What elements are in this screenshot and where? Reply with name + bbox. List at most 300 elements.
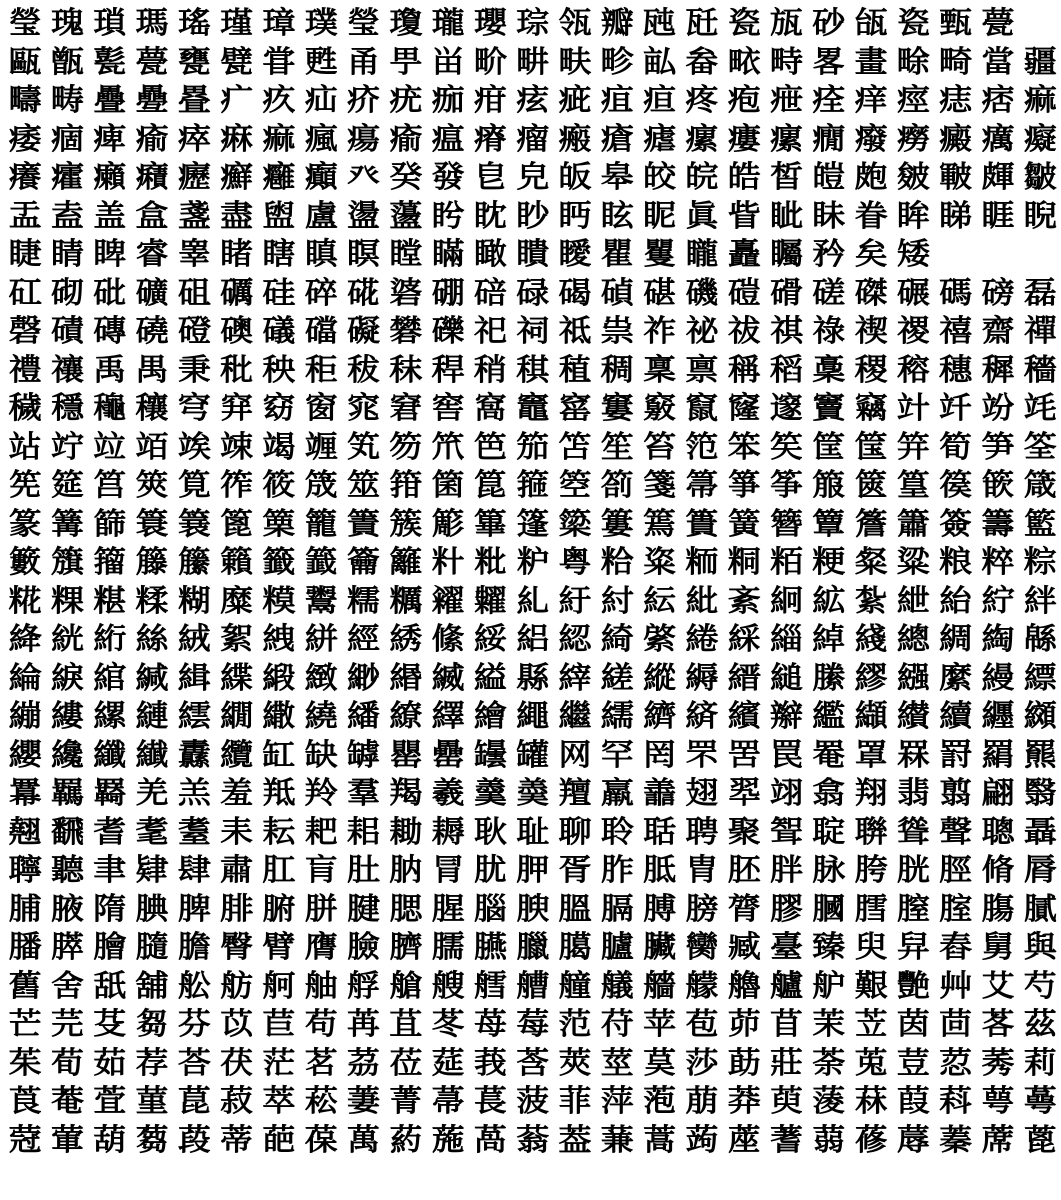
glyph: 聚 [727,812,761,849]
glyph: 疳 [473,81,507,118]
glyph: 畸 [939,42,973,79]
glyph: 菴 [50,1082,84,1119]
glyph: 癢 [8,158,42,195]
glyph: 笄 [896,427,930,464]
glyph: 羃 [8,774,42,811]
glyph: 籬 [389,543,423,580]
glyph: 茉 [812,1005,846,1042]
glyph: 瘟 [431,119,465,156]
glyph: 筰 [220,466,254,503]
glyph: 繼 [558,697,592,734]
glyph: 聨 [854,812,888,849]
glyph: 箟 [473,466,507,503]
glyph: 飜 [50,812,84,849]
glyph: 簣 [685,504,719,541]
glyph: 臘 [516,928,550,965]
glyph: 篥 [262,504,296,541]
glyph: 齋 [981,312,1015,349]
glyph: 縒 [600,658,634,695]
glyph: 翩 [981,774,1015,811]
glyph: 碣 [558,273,592,310]
glyph: 繙 [347,697,381,734]
glyph-row [4,427,1057,466]
glyph: 窕 [347,389,381,426]
glyph: 胛 [516,851,550,888]
glyph: 荼 [812,1043,846,1080]
glyph: 膕 [812,889,846,926]
glyph: 禮 [8,350,42,387]
glyph: 眩 [600,196,634,233]
glyph: 瑰 [50,4,84,41]
glyph: 痞 [981,81,1015,118]
glyph: 蒹 [600,1120,634,1157]
glyph: 禺 [135,350,169,387]
glyph: 舐 [93,966,127,1003]
glyph: 穹 [177,389,211,426]
glyph: 箍 [516,466,550,503]
glyph: 罎 [473,735,507,772]
glyph: 痼 [50,119,84,156]
glyph: 瘡 [600,119,634,156]
glyph: 緘 [135,658,169,695]
glyph: 纖 [93,735,127,772]
glyph: 矣 [854,235,888,272]
glyph: 璋 [262,4,296,41]
glyph: 甦 [304,42,338,79]
glyph: 聳 [896,812,930,849]
glyph: 羯 [389,774,423,811]
glyph: 睫 [8,235,42,272]
glyph: 臙 [473,928,507,965]
glyph: 萸 [769,1082,803,1119]
glyph-row [4,3,1015,42]
glyph: 腑 [262,889,296,926]
glyph: 粱 [896,543,930,580]
glyph: 茵 [896,1005,930,1042]
glyph: 耡 [389,812,423,849]
glyph: 繿 [812,697,846,734]
glyph: 聰 [981,812,1015,849]
glyph: 疒 [220,81,254,118]
glyph: 罨 [812,735,846,772]
glyph: 罐 [516,735,550,772]
glyph: 莓 [516,1005,550,1042]
glyph: 胝 [643,851,677,888]
glyph: 聶 [1023,812,1057,849]
glyph: 疚 [262,81,296,118]
glyph: 臍 [389,928,423,965]
glyph: 矼 [8,273,42,310]
glyph-row [4,658,1057,697]
glyph: 糺 [516,581,550,618]
glyph: 芍 [1023,966,1057,1003]
glyph: 笏 [389,427,423,464]
glyph: 疵 [558,81,592,118]
glyph: 胙 [600,851,634,888]
glyph: 竄 [685,389,719,426]
glyph: 磚 [93,312,127,349]
glyph: 罍 [431,735,465,772]
glyph: 葫 [93,1120,127,1157]
glyph: 簓 [431,504,465,541]
glyph: 罸 [939,735,973,772]
glyph: 簟 [812,504,846,541]
glyph: 畉 [558,42,592,79]
glyph: 莟 [516,1043,550,1080]
glyph: 疣 [389,81,423,118]
glyph: 紵 [981,581,1015,618]
glyph: 蔆 [812,1082,846,1119]
glyph: 繚 [389,697,423,734]
glyph: 痙 [896,81,930,118]
glyph: 菲 [558,1082,592,1119]
glyph: 禪 [1023,312,1057,349]
glyph: 萬 [347,1120,381,1157]
glyph: 纜 [220,735,254,772]
glyph: 耄 [135,812,169,849]
glyph: 腥 [431,889,465,926]
glyph: 皖 [685,158,719,195]
glyph: 肬 [473,851,507,888]
glyph: 膀 [685,889,719,926]
glyph: 箝 [389,466,423,503]
glyph: 翡 [896,774,930,811]
glyph: 苺 [473,1005,507,1042]
glyph: 硼 [431,273,465,310]
glyph: 罔 [643,735,677,772]
glyph: 舩 [177,966,211,1003]
glyph: 箏 [727,466,761,503]
glyph: 菠 [516,1082,550,1119]
glyph: 盧 [304,196,338,233]
glyph: 痳 [220,119,254,156]
glyph: 芟 [93,1005,127,1042]
glyph: 畴 [50,81,84,118]
glyph: 綫 [854,620,888,657]
glyph: 蒟 [685,1120,719,1157]
glyph: 繝 [220,697,254,734]
glyph: 畧 [812,42,846,79]
glyph: 箘 [431,466,465,503]
glyph: 筍 [939,427,973,464]
glyph: 艚 [516,966,550,1003]
glyph: 膣 [896,889,930,926]
glyph: 綏 [473,620,507,657]
glyph: 粿 [50,581,84,618]
glyph: 艸 [939,966,973,1003]
glyph: 稘 [516,350,550,387]
glyph: 筝 [769,466,803,503]
glyph: 罅 [347,735,381,772]
glyph: 眄 [558,196,592,233]
glyph: 舫 [220,966,254,1003]
glyph: 笊 [431,427,465,464]
glyph: 舖 [135,966,169,1003]
glyph: 禊 [854,312,888,349]
glyph: 皺 [1023,158,1057,195]
glyph: 縉 [727,658,761,695]
glyph: 碆 [389,273,423,310]
glyph: 臉 [347,928,381,965]
glyph: 痒 [854,81,888,118]
glyph: 粲 [854,543,888,580]
glyph: 筵 [50,466,84,503]
glyph: 碪 [643,273,677,310]
glyph: 皚 [812,158,846,195]
glyph: 疥 [347,81,381,118]
glyph: 癬 [220,158,254,195]
glyph: 甕 [177,42,211,79]
glyph: 窗 [304,389,338,426]
glyph: 瘻 [727,119,761,156]
glyph: 篌 [939,466,973,503]
glyph: 粮 [939,543,973,580]
glyph: 糜 [220,581,254,618]
glyph: 當 [981,42,1015,79]
glyph: 縻 [939,658,973,695]
glyph: 筌 [1023,427,1057,464]
glyph: 粨 [769,543,803,580]
glyph: 羂 [981,735,1015,772]
glyph: 礫 [431,312,465,349]
glyph: 葢 [558,1120,592,1157]
glyph: 瘤 [516,119,550,156]
glyph: 耆 [93,812,127,849]
glyph: 臟 [643,928,677,965]
glyph: 禧 [939,312,973,349]
glyph: 胄 [685,851,719,888]
glyph: 网 [558,735,592,772]
glyph: 羶 [558,774,592,811]
glyph: 纓 [8,735,42,772]
glyph: 畄 [431,42,465,79]
glyph: 癩 [93,158,127,195]
glyph: 絆 [1023,581,1057,618]
glyph: 繹 [431,697,465,734]
glyph: 綰 [93,658,127,695]
glyph: 茣 [643,1043,677,1080]
glyph: 腱 [347,889,381,926]
glyph: 礪 [220,273,254,310]
glyph: 籟 [220,543,254,580]
glyph: 瘠 [473,119,507,156]
glyph: 緕 [685,697,719,734]
glyph: 緻 [304,658,338,695]
glyph: 鬻 [304,581,338,618]
glyph: 罌 [389,735,423,772]
glyph: 箋 [643,466,677,503]
glyph: 簀 [347,504,381,541]
glyph: 腋 [50,889,84,926]
glyph: 莉 [1023,1043,1057,1080]
glyph: 繦 [896,658,930,695]
glyph: 癰 [262,158,296,195]
glyph: 萵 [473,1120,507,1157]
glyph: 疼 [685,81,719,118]
glyph: 莠 [981,1043,1015,1080]
glyph: 糶 [473,581,507,618]
glyph: 苟 [304,1005,338,1042]
glyph: 疝 [304,81,338,118]
glyph: 禳 [50,350,84,387]
glyph: 粡 [727,543,761,580]
glyph: 瑩 [8,4,42,41]
glyph: 肅 [220,851,254,888]
glyph: 罟 [727,735,761,772]
glyph: 糢 [262,581,296,618]
glyph: 緡 [389,658,423,695]
glyph: 縱 [643,658,677,695]
glyph: 甓 [220,42,254,79]
glyph: 膾 [93,928,127,965]
glyph: 皃 [516,158,550,195]
glyph: 篷 [516,504,550,541]
glyph: 盖 [93,196,127,233]
glyph: 穗 [939,350,973,387]
glyph: 紮 [854,581,888,618]
glyph: 磑 [727,273,761,310]
glyph: 總 [896,620,930,657]
glyph: 甬 [347,42,381,79]
glyph: 繪 [473,697,507,734]
glyph: 繞 [304,697,338,734]
glyph: 紜 [643,581,677,618]
glyph: 莇 [727,1043,761,1080]
glyph: 綯 [981,620,1015,657]
glyph: 皰 [854,158,888,195]
glyph: 糲 [389,581,423,618]
glyph: 蒿 [643,1120,677,1157]
glyph: 疆 [1023,42,1057,79]
glyph: 癲 [304,158,338,195]
glyph: 稾 [812,350,846,387]
glyph: 礇 [220,312,254,349]
glyph: 盪 [347,196,381,233]
glyph: 聟 [769,812,803,849]
glyph-row [4,581,1057,620]
glyph: 膃 [558,889,592,926]
glyph: 篆 [8,504,42,541]
glyph: 磋 [812,273,846,310]
glyph: 膸 [135,928,169,965]
glyph: 脉 [812,851,846,888]
glyph: 碎 [304,273,338,310]
glyph: 籐 [135,543,169,580]
glyph: 纐 [1023,697,1057,734]
glyph: 絣 [304,620,338,657]
glyph: 筧 [177,466,211,503]
glyph: 祕 [685,312,719,349]
glyph: 甍 [981,4,1015,41]
glyph: 瑩 [347,4,381,41]
glyph: 祗 [558,312,592,349]
glyph: 纒 [981,697,1015,734]
glyph: 眤 [643,196,677,233]
glyph: 纃 [643,697,677,734]
glyph: 粃 [473,543,507,580]
glyph: 磆 [769,273,803,310]
glyph: 羆 [1023,735,1057,772]
glyph: 蓙 [727,1120,761,1157]
glyph: 芒 [8,1005,42,1042]
glyph: 緤 [220,658,254,695]
glyph: 茘 [347,1043,381,1080]
glyph: 礙 [347,312,381,349]
glyph: 繧 [177,697,211,734]
glyph: 竕 [981,389,1015,426]
glyph: 篁 [896,466,930,503]
glyph: 箒 [685,466,719,503]
glyph: 羝 [262,774,296,811]
glyph: 翕 [812,774,846,811]
glyph: 竚 [50,427,84,464]
glyph: 罕 [600,735,634,772]
glyph: 聢 [812,812,846,849]
glyph: 碌 [516,273,550,310]
glyph: 糀 [8,581,42,618]
glyph: 籘 [177,543,211,580]
glyph: 盥 [262,196,296,233]
glyph: 籤 [262,543,296,580]
glyph: 笳 [516,427,550,464]
glyph: 臺 [769,928,803,965]
glyph: 缸 [262,735,296,772]
glyph-row [4,311,1057,350]
glyph: 瓬 [769,4,803,41]
glyph: 縺 [135,697,169,734]
glyph: 瓷 [896,4,930,41]
glyph: 箜 [558,466,592,503]
glyph: 甏 [93,42,127,79]
glyph: 砌 [50,273,84,310]
glyph: 瑪 [135,4,169,41]
glyph: 胼 [304,889,338,926]
glyph: 莪 [473,1043,507,1080]
glyph: 痣 [939,81,973,118]
glyph: 眥 [727,196,761,233]
glyph: 痃 [516,81,550,118]
glyph: 瞿 [600,235,634,272]
glyph: 耻 [516,812,550,849]
glyph: 翅 [685,774,719,811]
glyph: 磯 [685,273,719,310]
glyph: 肄 [135,851,169,888]
glyph: 癘 [981,119,1015,156]
glyph: 菫 [135,1082,169,1119]
glyph: 竅 [643,389,677,426]
glyph: 秣 [389,350,423,387]
glyph: 紲 [896,581,930,618]
glyph: 篝 [50,504,84,541]
glyph: 粢 [643,543,677,580]
glyph-row [4,465,1057,504]
glyph-row [4,850,1057,889]
glyph: 祟 [600,312,634,349]
glyph: 矚 [769,235,803,272]
glyph: 緲 [347,658,381,695]
glyph: 萪 [939,1082,973,1119]
glyph: 笆 [473,427,507,464]
glyph: 皹 [981,158,1015,195]
glyph: 菽 [220,1082,254,1119]
glyph: 肓 [304,851,338,888]
glyph: 范 [558,1005,592,1042]
glyph: 痺 [93,119,127,156]
glyph: 稍 [473,350,507,387]
glyph: 蒂 [220,1120,254,1157]
glyph: 絨 [177,620,211,657]
glyph: 籵 [431,543,465,580]
